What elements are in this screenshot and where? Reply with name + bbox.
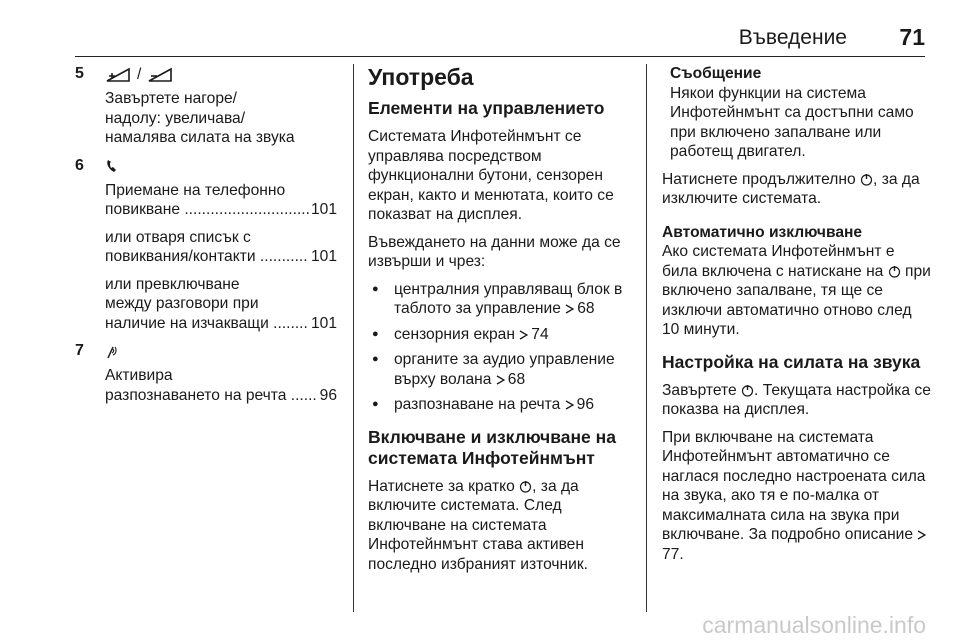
page-reference[interactable]: 96 (576, 396, 595, 413)
middle-column (368, 64, 638, 582)
input-methods-list (368, 280, 638, 415)
control-item-6 (75, 156, 337, 334)
chapter-heading: Употреба (368, 64, 474, 90)
power-knob-icon (888, 265, 901, 278)
paragraph: При включване на системата Инфотейнмънт автоматично се наглася последно настроената сила на звука, ако тя е по-малка от максималната сила на звука при включване. За подробно описание 77. (662, 428, 926, 563)
paragraph: Ако системата Инфотейнмънт е била включена с натискане на при включено запалване, тя ще се изключи автоматично отново след 10 минути. (662, 243, 931, 338)
control-item-5 (75, 64, 337, 148)
paragraph: Натиснете продължително , за да изключите системата. (662, 170, 920, 207)
section-heading: Настройка на силата на звука (662, 351, 921, 372)
arrow-reference-icon (496, 375, 505, 385)
control-item-7 (75, 341, 337, 405)
phone-icon (105, 158, 119, 174)
volume-down-icon (147, 67, 173, 83)
item-number: 7 (75, 342, 84, 359)
left-column (75, 64, 337, 413)
item-icons (105, 341, 337, 362)
note-text: Някои функции на система Инфотейнмънт са достъпни само при включено запалване или работещ двигател. (670, 84, 914, 160)
watermark: carmanualsonline.info (702, 612, 926, 638)
item-number: 6 (75, 156, 84, 174)
section-heading: Елементи на управлението (368, 98, 605, 118)
right-column (662, 64, 932, 572)
power-knob-icon (741, 384, 754, 397)
page-reference[interactable]: 74 (531, 325, 549, 343)
arrow-reference-icon (565, 304, 574, 314)
power-knob-icon (519, 480, 532, 493)
item-icons (105, 64, 337, 85)
subsection-heading: Автоматично изключване (662, 223, 863, 241)
page-header (75, 24, 925, 57)
list-item: ● сензорния екран 74 (368, 325, 638, 345)
item-description: Приемане на телефонно повикване ..... 101 (105, 181, 337, 220)
paragraph: Завъртете . Текущата настройка се показва на дисплея. (662, 381, 931, 418)
page-reference[interactable]: 101 (310, 314, 337, 332)
list-item: ● органите за аудио управление върху волана 68 (368, 350, 638, 389)
section-heading: Включване и изключване на системата Инфотейнмънт (368, 426, 616, 468)
paragraph: Системата Инфотейнмънт се управлява посредством функционални бутони, сензорен екран, както и менютата, които се показват на дисплея. (368, 128, 614, 223)
note-box (662, 64, 932, 162)
page-reference[interactable]: 68 (577, 300, 595, 317)
item-description: Активира разпознаването на речта ..... 96 (105, 366, 337, 405)
power-knob-icon (860, 173, 873, 186)
column-divider (353, 64, 354, 612)
page-reference[interactable]: 77. (662, 545, 684, 563)
arrow-reference-icon (917, 530, 926, 540)
volume-up-icon (105, 67, 131, 83)
page-reference[interactable]: 101 (310, 248, 337, 265)
item-description: Завъртете нагоре/ надолу: увеличава/ намалява силата на звука (105, 90, 295, 146)
voice-recognition-icon (105, 344, 119, 360)
page-reference[interactable]: 101 (310, 201, 337, 218)
icon-separator: / (137, 65, 142, 83)
arrow-reference-icon (519, 330, 528, 340)
arrow-reference-icon (565, 400, 574, 410)
list-item: ● разпознаване на речта 96 (368, 395, 638, 415)
column-divider (646, 64, 647, 612)
page-reference[interactable]: 68 (507, 370, 526, 388)
item-description: или превключване между разговори при наличие на изчакващи ..... 101 (105, 275, 337, 334)
note-heading: Съобщение (670, 65, 762, 82)
paragraph: Натиснете за кратко , за да включите системата. След включване на системата Инфотейнмънт става активен последно избраният източник. (368, 477, 589, 573)
paragraph: Въвеждането на данни може да се извърши и чрез: (368, 233, 621, 270)
item-number: 5 (75, 65, 84, 82)
list-item: ● централния управляващ блок в таблото за управление 68 (368, 280, 638, 319)
item-icons (105, 156, 337, 177)
page-reference[interactable]: 96 (319, 386, 337, 404)
item-description: или отваря списък с повиквания/контакти ..... 101 (105, 228, 337, 267)
page-number: 71 (899, 24, 925, 50)
section-title: Въведение (738, 26, 847, 49)
